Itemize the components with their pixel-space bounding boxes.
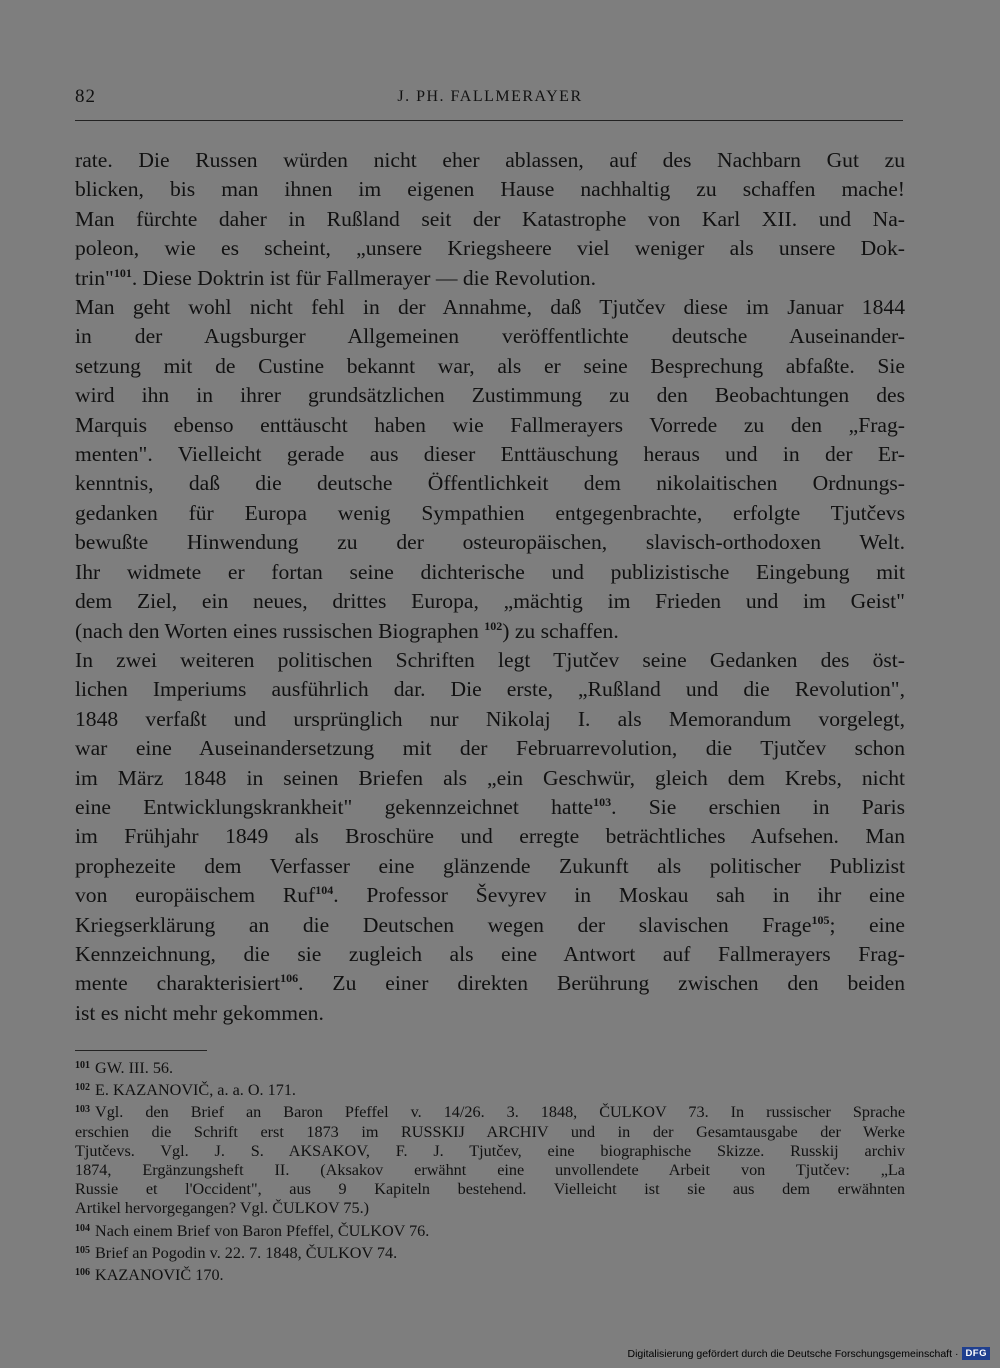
text-segment: . Sie erschien in Paris: [611, 794, 905, 819]
text-line: [75, 793, 905, 822]
text-line: [75, 617, 905, 646]
text-line: kenntnis, daß die deutsche Öffentlichkeit dem nikolaitischen Ordnungs-: [75, 471, 905, 496]
text-line: dem Ziel, ein neues, drittes Europa, „mächtig im Frieden und im Geist": [75, 589, 905, 614]
text-line: im Frühjahr 1849 als Broschüre und erregte beträchtliches Aufsehen. Man: [75, 824, 905, 849]
text-segment: (nach den Worten eines russischen Biographen: [75, 618, 485, 643]
text-line: lichen Imperiums ausführlich dar. Die erste, „Rußland und die Revolution",: [75, 677, 905, 702]
text-segment: trin": [75, 265, 114, 290]
footnote-ref-106: 106: [280, 971, 299, 986]
footnote-number: 102: [75, 1082, 90, 1094]
text-line: im März 1848 in seinen Briefen als „ein Geschwür, gleich dem Krebs, nicht: [75, 765, 905, 790]
footnote-text: KAZANOVIČ 170.: [95, 1266, 224, 1285]
footnote-text: erschien die Schrift erst 1873 im RUSSKIJ ARCHIV und in der Gesamtausgabe der Werke: [75, 1122, 905, 1141]
footnote-text: E. KAZANOVIČ, a. a. O. 171.: [95, 1081, 296, 1100]
header-rule: [75, 120, 903, 121]
footnote-number: 101: [75, 1060, 90, 1071]
footnote-101: [75, 1056, 905, 1078]
text-segment: eine Entwicklungskrankheit" gekennzeichnet hatte: [75, 794, 594, 819]
text-line: Kennzeichnung, die sie zugleich als eine Antwort auf Fallmerayers Frag-: [75, 941, 905, 966]
running-head: J. PH. FALLMERAYER: [397, 88, 583, 105]
footnote-text: Tjutčevs. Vgl. J. S. AKSAKOV, F. J. Tjutčev, eine biographische Skizze. Russkij archiv: [75, 1141, 905, 1160]
text-line: [75, 969, 905, 998]
body-text: [75, 146, 905, 1028]
footnote-text: Nach einem Brief von Baron Pfeffel, ČULKOV 76.: [95, 1221, 430, 1240]
text-segment: Kriegserklärung an die Deutschen wegen der slavischen Frage: [75, 912, 812, 937]
footnote-text: Russie et l'Occident", aus 9 Kapiteln bestehend. Vielleicht ist sie aus dem erwähnten: [75, 1180, 905, 1199]
text-line: wird ihn in ihrer grundsätzlichen Zustimmung zu den Beobachtungen des: [75, 383, 905, 408]
text-line: gedanken für Europa wenig Sympathien entgegenbrachte, erfolgte Tjutčevs: [75, 500, 905, 525]
text-line: rate. Die Russen würden nicht eher ablassen, auf des Nachbarn Gut zu: [75, 148, 905, 172]
text-line: bewußte Hinwendung zu der osteuropäischen, slavisch-orthodoxen Welt.: [75, 530, 905, 555]
footnote-ref-101: 101: [113, 265, 132, 280]
footnote-rule: [75, 1050, 207, 1051]
dfg-logo: DFG: [962, 1347, 990, 1360]
footnote-103: [75, 1100, 905, 1122]
footnote-number: 105: [75, 1244, 90, 1256]
text-line: 1848 verfaßt und ursprünglich nur Nikolaj I. als Memorandum vorgelegt,: [75, 706, 905, 731]
text-line: ist es nicht mehr gekommen.: [75, 1000, 324, 1025]
text-line: poleon, wie es scheint, „unsere Kriegsheere viel weniger als unsere Dok-: [75, 236, 905, 261]
footnote-105: [75, 1241, 905, 1263]
footnote-number: 103: [75, 1104, 90, 1116]
footnote-number: 104: [75, 1222, 90, 1234]
text-line: Ihr widmete er fortan seine dichterische und publizistische Eingebung mit: [75, 559, 905, 584]
text-line: Marquis ebenso enttäuscht haben wie Fallmerayers Vorrede zu den „Frag-: [75, 412, 905, 437]
text-line: prophezeite dem Verfasser eine glänzende Zukunft als politischer Publizist: [75, 853, 905, 878]
text-line: in der Augsburger Allgemeinen veröffentlichte deutsche Auseinander-: [75, 324, 905, 349]
footnote-number: 106: [75, 1267, 90, 1279]
text-line: menten". Vielleicht gerade aus dieser Enttäuschung heraus und in der Er-: [75, 442, 905, 467]
footnote-106: [75, 1263, 905, 1285]
text-segment: mente charakterisiert: [75, 971, 281, 996]
text-segment: ; eine: [829, 912, 905, 937]
text-segment: . Professor Ševyrev in Moskau sah in ihr eine: [333, 883, 905, 908]
digitization-credit: [628, 1347, 990, 1360]
text-line: blicken, bis man ihnen im eigenen Hause nachhaltig zu schaffen mache!: [75, 177, 905, 202]
text-line: [75, 264, 905, 293]
text-line: [75, 911, 905, 940]
footnote-ref-104: 104: [315, 883, 334, 898]
page-number: 82: [75, 86, 96, 107]
text-segment: von europäischem Ruf: [75, 883, 316, 908]
footnote-text: Vgl. den Brief an Baron Pfeffel v. 14/26. 3. 1848, ČULKOV 73. In russischer Sprache: [95, 1103, 905, 1122]
footnote-text: Brief an Pogodin v. 22. 7. 1848, ČULKOV 74.: [95, 1243, 398, 1262]
footnote-ref-102: 102: [484, 618, 503, 633]
text-line: Man fürchte daher in Rußland seit der Katastrophe von Karl XII. und Na-: [75, 206, 905, 231]
text-line: war eine Auseinandersetzung mit der Februarrevolution, die Tjutčev schon: [75, 736, 905, 761]
text-line: setzung mit de Custine bekannt war, als er seine Besprechung abfaßte. Sie: [75, 353, 905, 378]
text-segment: . Diese Doktrin ist für Fallmerayer — die Revolution.: [131, 265, 596, 290]
text-segment: . Zu einer direkten Berührung zwischen den beiden: [298, 971, 905, 996]
text-line: [75, 881, 905, 910]
footnote-ref-103: 103: [593, 794, 612, 809]
text-line: In zwei weiteren politischen Schriften legt Tjutčev seine Gedanken des öst-: [75, 647, 905, 672]
credit-text: Digitalisierung gefördert durch die Deutsche Forschungsgemeinschaft ·: [627, 1347, 959, 1360]
footnote-ref-105: 105: [811, 912, 830, 927]
footnote-text: Artikel hervorgegangen? Vgl. ČULKOV 75.): [75, 1199, 370, 1218]
footnote-104: [75, 1219, 905, 1241]
page-header: [75, 86, 905, 116]
text-line: Man geht wohl nicht fehl in der Annahme, daß Tjutčev diese im Januar 1844: [75, 295, 905, 320]
footnote-102: [75, 1078, 905, 1100]
footnote-text: 1874, Ergänzungsheft II. (Aksakov erwähnt eine unvollendete Arbeit von Tjutčev: „La: [75, 1161, 905, 1180]
footnotes: [75, 1056, 905, 1285]
text-segment: ) zu schaffen.: [502, 618, 619, 643]
footnote-text: GW. III. 56.: [95, 1059, 174, 1077]
